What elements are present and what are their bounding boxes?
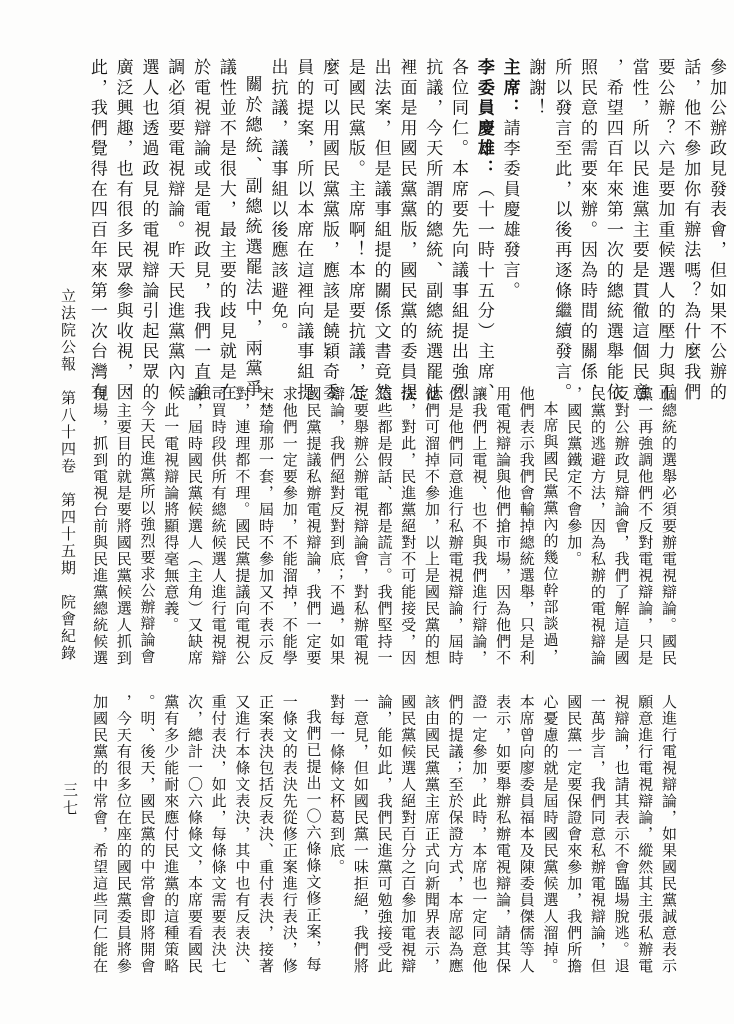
speech-text: （十一時十五分）主席、各位同仁。本席要先向議事組提出強烈抗議，今天所謂的總統、副總統選罷法裡面是用國民黨黨版，國民黨的委員提出法案，但是議事組提的關係文書竟然是國民黨版。主席啊！本席要抗議，怎麼可以用國民黨黨版，應該是饒穎奇委員的提案，所以本席在這裡向議事組提出抗議，議事組以後應該避免。 bbox=[267, 58, 494, 404]
paragraph: 今天民進黨所以強烈要求公辦辯論會，主要目的就是要將國民黨候選人抓到現場，抓到電視台前與民進黨總統候選 bbox=[91, 386, 157, 667]
paragraph-continuation: 人進行電視辯論，如果國民黨誠意表示願意進行電視辯論，縱然其主張私辦電視辯論，也請其表示不會臨場脫逃。退一萬步言，我們同意私辦電視辯論，但國民黨一定要保證會來參加，我們所擔心憂慮的就是屆時國民黨候選人溜掉。本席曾向廖委員福本及陳委員傑儒等人表示，如要舉辦私辦電視辯論，請其保證一定參加，此時，本席也一定同意他們的提議；至於保證方式，本席認為應該由國民黨黨主席正式向新聞界表示，國民黨候選人絕對百分之百參加電視辯論，能如此，我們民進黨可勉強接受此一意見，但如國民黨一味拒絕，我們將對每一條條文杯葛到底。 bbox=[328, 694, 678, 975]
paragraph: 本席與國民黨黨內的幾位幹部談過，他們表示我們會輸掉總統選舉，只是利用電視辯論與他們搶市場，因為他們不讓我們上電視、也不與我們進行辯論，但是他們同意進行私辦電視辯論，屆時他們可溜掉不參加，以上是國民黨的想法，對此，民進黨絕對不可能接受，因這些都是假話、都是謊言。我們堅持一定要舉辦公辦電視辯論會，對私辦電視辯論，我們絕對反對到底；不過，如果國民黨提議私辦電視辯論，我們一定要求他們一定要參加，不能溜掉，不能學宋楚瑜那一套，屆時不參加又不表示反對，連理都不理。國民黨提議向電視公司買時段供所有總統候選人進行電視辯論，屆時國民黨候選人（主角）又缺席，此一電視辯論將顯得毫無意義。 bbox=[162, 386, 560, 667]
publication-edge-header: 立法院公報 第八十四卷 第四十五期 院會紀錄 bbox=[59, 288, 77, 662]
speaker-label-legislator: 李委員慶雄： bbox=[473, 58, 494, 180]
speaker-label-chair: 主席： bbox=[499, 58, 520, 119]
speech-text: 請李委員慶雄發言。 bbox=[499, 118, 520, 302]
speech-paragraph-chair bbox=[496, 58, 522, 405]
paragraph-continuation: 個總統的選舉必須要辦電視辯論。國民黨一再強調他們不反對電視辯論，只是反對公辦政見辯論會，我們了解這是國民黨的逃避方法，因為私辦的電視辯論，國民黨鐵定不會參加。 bbox=[565, 386, 678, 667]
speech-paragraph-legislator bbox=[264, 58, 496, 405]
text-band-middle bbox=[87, 386, 680, 667]
paragraph: 我們已提出一〇六條條文修正案，每一條文的表決先從修正案進行表決，修正案表決包括反表決、重付表決，接著又進行本條文表決，其中也有反表決、重付表決，如此，每條條文需要表決七次，總計一〇六條條文，本席要看國民黨有多少能耐來應付民進黨的這種策略。明、後天，國民黨的中常會即將開會，今天有很多位在座的國民黨委員將參加國民黨的中常會，希望這些同仁能在 bbox=[91, 694, 323, 975]
text-band-top bbox=[83, 58, 728, 405]
text-band-bottom bbox=[87, 694, 680, 975]
paragraph-continuation: 參加公辦政見發表會，但如果不公辦的話，他不參加你有辦法嗎？為什麼我們要公辦？六是要加重候選人的壓力與正當性，所以民進黨主要是貫徹這個民意，希望四百年來第一次的總統選舉能依照民意的需要來辦。因為時間的關係，所以發言至此，以後再逐條繼續發言。謝謝！ bbox=[525, 58, 726, 404]
page-number: 三七 bbox=[61, 782, 79, 818]
paragraph: 關於總統、副總統選罷法中，兩黨爭議性並不是很大，最主要的歧見就是在於電視辯論或是電視政見，我們一直強調必須要電視辯論。昨天民進黨黨內候選人也透過政見的電視辯論引起民眾的廣泛興趣，也有很多民眾參與收視，因此，我們覺得在四百年來第一次台灣有 bbox=[86, 58, 262, 404]
